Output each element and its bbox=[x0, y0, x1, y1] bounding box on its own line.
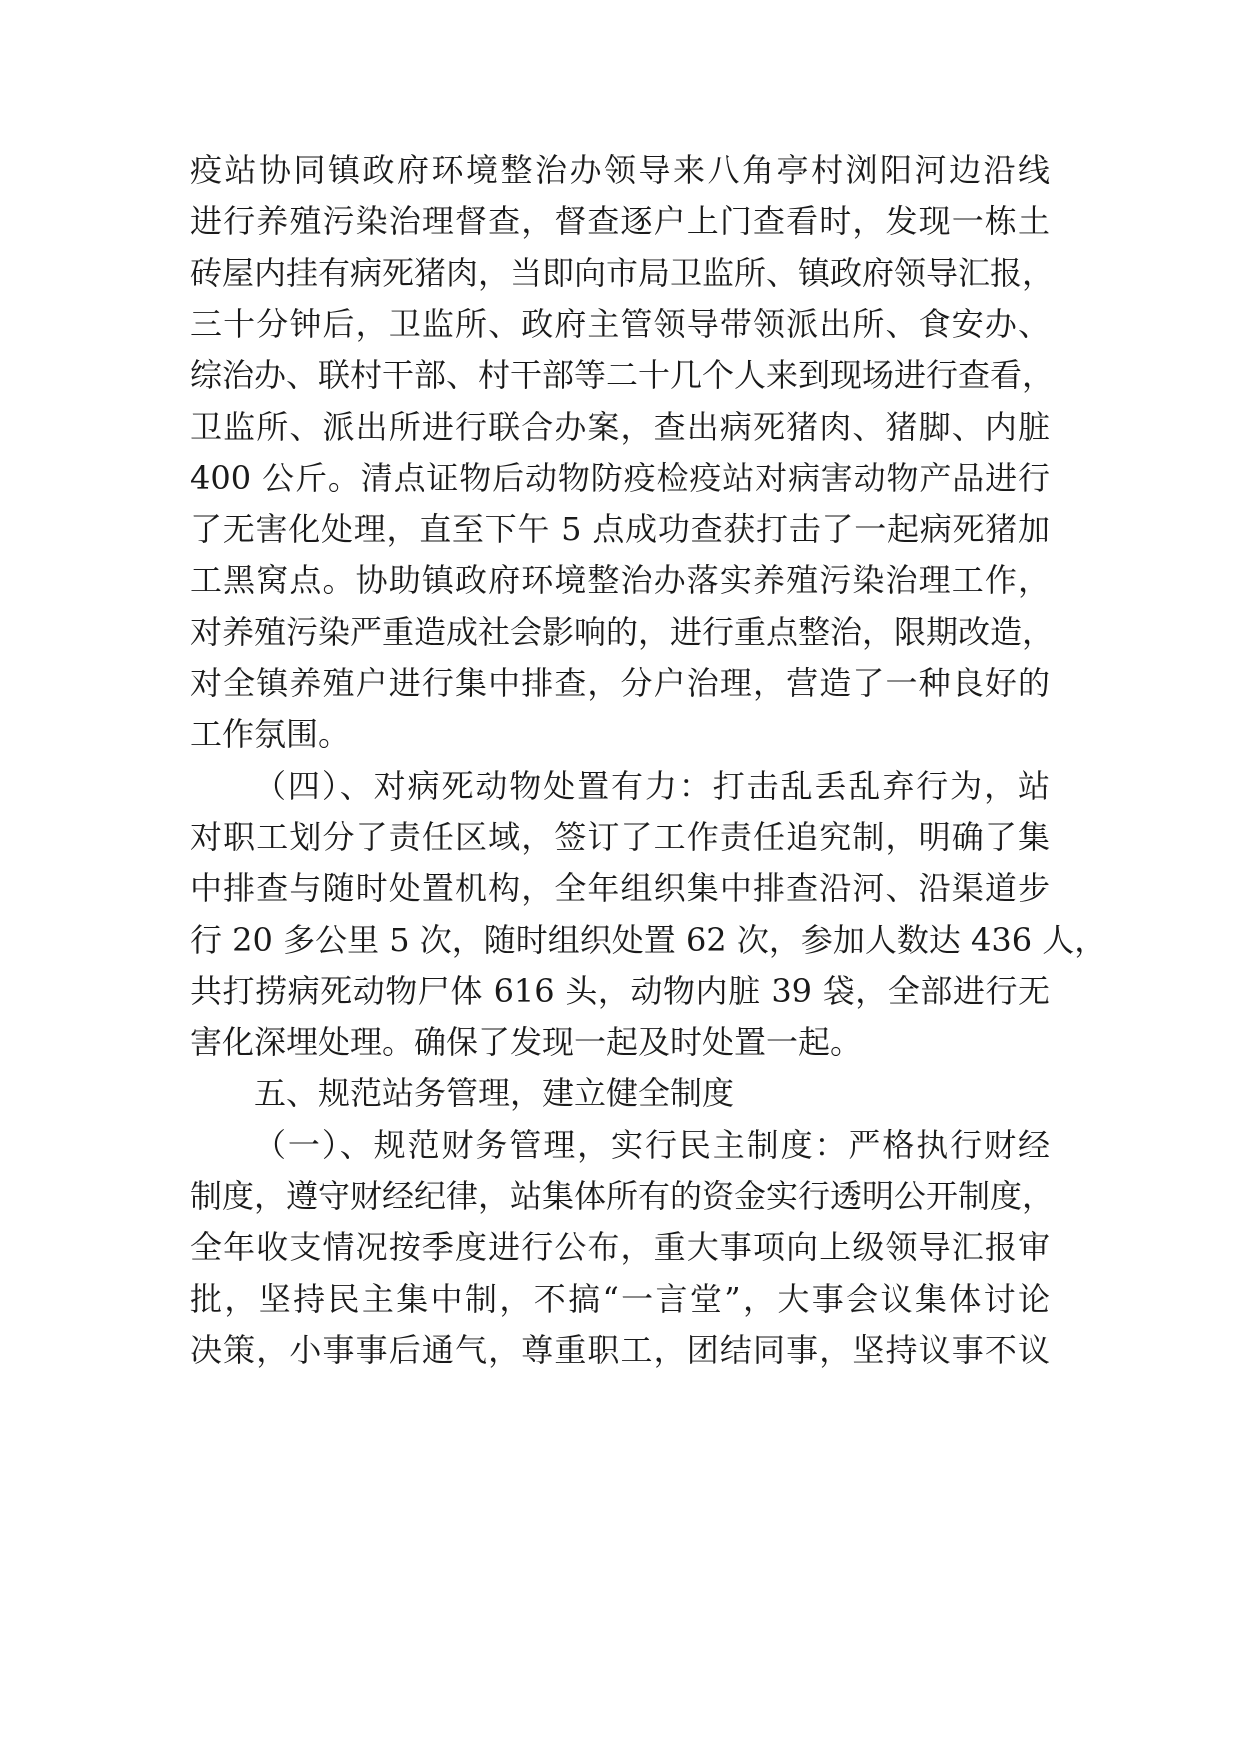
text-line: 五、规范站务管理，建立健全制度 bbox=[254, 1074, 735, 1113]
text-line: 400 公斤。清点证物后动物防疫检疫站对病害动物产品进行 bbox=[190, 458, 1050, 497]
text-line: （四）、对病死动物处置有力：打击乱丢乱弃行为，站 bbox=[254, 766, 1050, 805]
text-line: 全年收支情况按季度进行公布，重大事项向上级领导汇报审 bbox=[190, 1228, 1050, 1267]
text-line: 卫监所、派出所进行联合办案，查出病死猪肉、猪脚、内脏 bbox=[190, 407, 1050, 446]
text-line: 中排查与随时处置机构，全年组织集中排查沿河、沿渠道步 bbox=[190, 869, 1050, 908]
text-line: 进行养殖污染治理督查，督查逐户上门查看时，发现一栋土 bbox=[190, 202, 1050, 241]
text-line: （一）、规范财务管理，实行民主制度：严格执行财经 bbox=[254, 1125, 1050, 1164]
text-line: 砖屋内挂有病死猪肉，当即向市局卫监所、镇政府领导汇报， bbox=[190, 253, 1055, 292]
text-line: 对养殖污染严重造成社会影响的，进行重点整治，限期改造， bbox=[190, 612, 1055, 651]
text-line: 共打捞病死动物尸体 616 头，动物内脏 39 袋，全部进行无 bbox=[190, 971, 1050, 1010]
text-line: 综治办、联村干部、村干部等二十几个人来到现场进行查看， bbox=[190, 356, 1055, 395]
text-line: 对职工划分了责任区域，签订了工作责任追究制，明确了集 bbox=[190, 817, 1050, 856]
text-line: 三十分钟后，卫监所、政府主管领导带领派出所、食安办、 bbox=[190, 304, 1050, 343]
text-line: 对全镇养殖户进行集中排查，分户治理，营造了一种良好的 bbox=[190, 664, 1050, 702]
text-line: 了无害化处理，直至下午 5 点成功查获打击了一起病死猪加 bbox=[190, 510, 1050, 549]
text-line: 决策，小事事后通气，尊重职工，团结同事，坚持议事不议 bbox=[190, 1330, 1050, 1369]
text-line: 制度，遵守财经纪律，站集体所有的资金实行透明公开制度， bbox=[190, 1177, 1055, 1215]
text-line: 行 20 多公里 5 次，随时组织处置 62 次，参加人数达 436 人， bbox=[190, 920, 1107, 959]
text-line: 批，坚持民主集中制，不搞“一言堂”，大事会议集体讨论 bbox=[190, 1279, 1050, 1318]
text-line: 疫站协同镇政府环境整治办领导来八角亭村浏阳河边沿线 bbox=[190, 151, 1050, 189]
text-line: 工黑窝点。协助镇政府环境整治办落实养殖污染治理工作， bbox=[190, 561, 1050, 600]
text-line: 工作氛围。 bbox=[190, 715, 351, 754]
text-line: 害化深埋处理。确保了发现一起及时处置一起。 bbox=[190, 1023, 863, 1062]
